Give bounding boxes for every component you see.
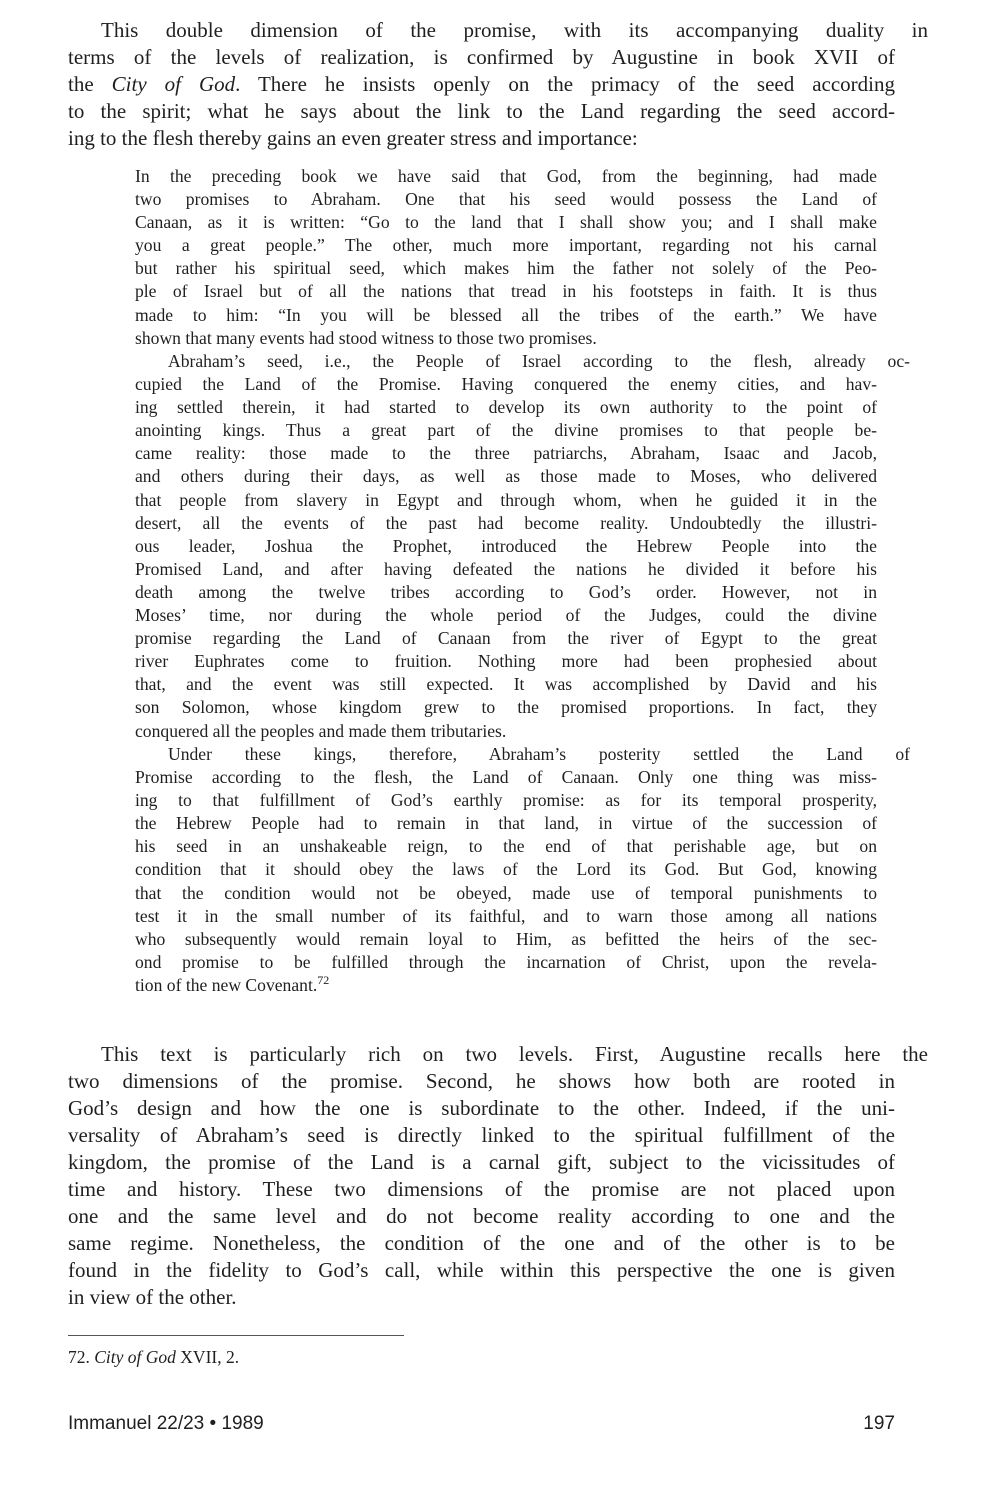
quote-line: Under these kings, therefore, Abraham’s posterity settled the Land of [168, 744, 910, 764]
quote-line: Moses’ time, nor during the whole period of the Judges, could the divine [135, 605, 877, 626]
quote-line: two promises to Abraham. One that his seed would possess the Land of [135, 189, 877, 210]
quote-line: that, and the event was still expected. It was accomplished by David and his [135, 674, 877, 695]
quote-line: ing to that fulfillment of God’s earthly promise: as for its temporal prosperity, [135, 790, 877, 811]
quote-line: came reality: those made to the three patriarchs, Abraham, Isaac and Jacob, [135, 443, 877, 464]
block-quote-paragraph-2 [135, 350, 910, 743]
block-quote-paragraph-3 [135, 743, 910, 997]
closing-paragraph [68, 1041, 928, 1311]
text-line: to the spirit; what he says about the link to the Land regarding the seed accord- [68, 99, 895, 123]
text-line: terms of the levels of realization, is confirmed by Augustine in book XVII of [68, 45, 895, 69]
quote-line: the Hebrew People had to remain in that land, in virtue of the succession of [135, 813, 877, 834]
quote-line: promise regarding the Land of Canaan from the river of Egypt to the great [135, 628, 877, 649]
quote-line: who subsequently would remain loyal to Him, as befitted the heirs of the sec- [135, 928, 877, 949]
quote-line: condition that it should obey the laws of the Lord its God. But God, knowing [135, 859, 877, 880]
quote-line: made to him: “In you will be blessed all the tribes of the earth.” We have [135, 304, 877, 325]
text-line: versality of Abraham’s seed is directly linked to the spiritual fulfillment of the [68, 1123, 895, 1147]
journal-footer: Immanuel 22/23 • 1989 [68, 1413, 264, 1434]
text-line: one and the same level and do not become reality according to one and the [68, 1204, 895, 1228]
quote-line: that the condition would not be obeyed, made use of temporal punishments to [135, 882, 877, 903]
quote-line: ond promise to be fulfilled through the incarnation of Christ, upon the revela- [135, 951, 877, 972]
text-line: God’s design and how the one is subordinate to the other. Indeed, if the uni- [68, 1096, 895, 1120]
quote-line: test it in the small number of its faithful, and to warn those among all nations [135, 905, 877, 926]
quote-line: cupied the Land of the Promise. Having conquered the enemy cities, and hav- [135, 374, 877, 395]
book-title: City of God [111, 72, 236, 96]
footnote-72 [68, 1346, 239, 1368]
quote-line: but rather his spiritual seed, which makes him the father not solely of the Peo- [135, 258, 877, 279]
footnote-divider [68, 1335, 404, 1336]
quote-line: death among the twelve tribes according to God’s order. However, not in [135, 581, 877, 602]
footnote-citation: XVII, 2. [175, 1347, 240, 1367]
text-line: in view of the other. [68, 1285, 237, 1309]
text-line: the City of God. There he insists openly on the primacy of the seed according [68, 72, 896, 96]
quote-line: shown that many events had stood witness to those two promises. [135, 327, 597, 348]
footnote-title: City of God [94, 1347, 176, 1367]
quote-line: anointing kings. Thus a great part of the divine promises to that people be- [135, 420, 877, 441]
text-line: two dimensions of the promise. Second, he shows how both are rooted in [68, 1069, 895, 1093]
quote-line: his seed in an unshakeable reign, to the end of that perishable age, but on [135, 836, 877, 857]
text-line: ing to the flesh thereby gains an even greater stress and importance: [68, 126, 638, 150]
quote-line: son Solomon, whose kingdom grew to the promised proportions. In fact, they [135, 697, 877, 718]
footnote-reference[interactable]: 72 [317, 972, 330, 987]
text-line: kingdom, the promise of the Land is a carnal gift, subject to the vicissitudes of [68, 1150, 895, 1174]
quote-line: river Euphrates come to fruition. Nothing more had been prophesied about [135, 651, 877, 672]
quote-line: ous leader, Joshua the Prophet, introduced the Hebrew People into the [135, 535, 877, 556]
footnote-number: 72. [68, 1347, 90, 1367]
quote-line: Canaan, as it is written: “Go to the land that I shall show you; and I shall make [135, 212, 877, 233]
intro-paragraph [68, 17, 928, 152]
quote-line: ing settled therein, it had started to develop its own authority to the point of [135, 397, 877, 418]
text-line: This text is particularly rich on two levels. First, Augustine recalls here the [101, 1042, 928, 1066]
quote-line: and others during their days, as well as those made to Moses, who delivered [135, 466, 877, 487]
quote-line: desert, all the events of the past had become reality. Undoubtedly the illustri- [135, 512, 877, 533]
quote-line: Promised Land, and after having defeated the nations he divided it before his [135, 558, 877, 579]
block-quote-paragraph-1 [135, 165, 877, 350]
quote-line: Promise according to the flesh, the Land of Canaan. Only one thing was miss- [135, 767, 877, 788]
quote-line: that people from slavery in Egypt and through whom, when he guided it in the [135, 489, 877, 510]
quote-line: you a great people.” The other, much more important, regarding not his carnal [135, 235, 877, 256]
quote-line: In the preceding book we have said that God, from the beginning, had made [135, 166, 877, 186]
text-line: found in the fidelity to God’s call, while within this perspective the one is given [68, 1258, 895, 1282]
text-line: same regime. Nonetheless, the condition of the one and of the other is to be [68, 1231, 895, 1255]
text-line: time and history. These two dimensions of the promise are not placed upon [68, 1177, 895, 1201]
page-number: 197 [863, 1413, 895, 1434]
quote-line: conquered all the peoples and made them tributaries. [135, 720, 507, 741]
quote-line: Abraham’s seed, i.e., the People of Israel according to the flesh, already oc- [168, 351, 910, 371]
quote-line: tion of the new Covenant.$^{72}$ [135, 972, 330, 995]
text-line: This double dimension of the promise, with its accompanying duality in [101, 18, 928, 42]
quote-line: ple of Israel but of all the nations that tread in his footsteps in faith. It is thus [135, 281, 877, 302]
